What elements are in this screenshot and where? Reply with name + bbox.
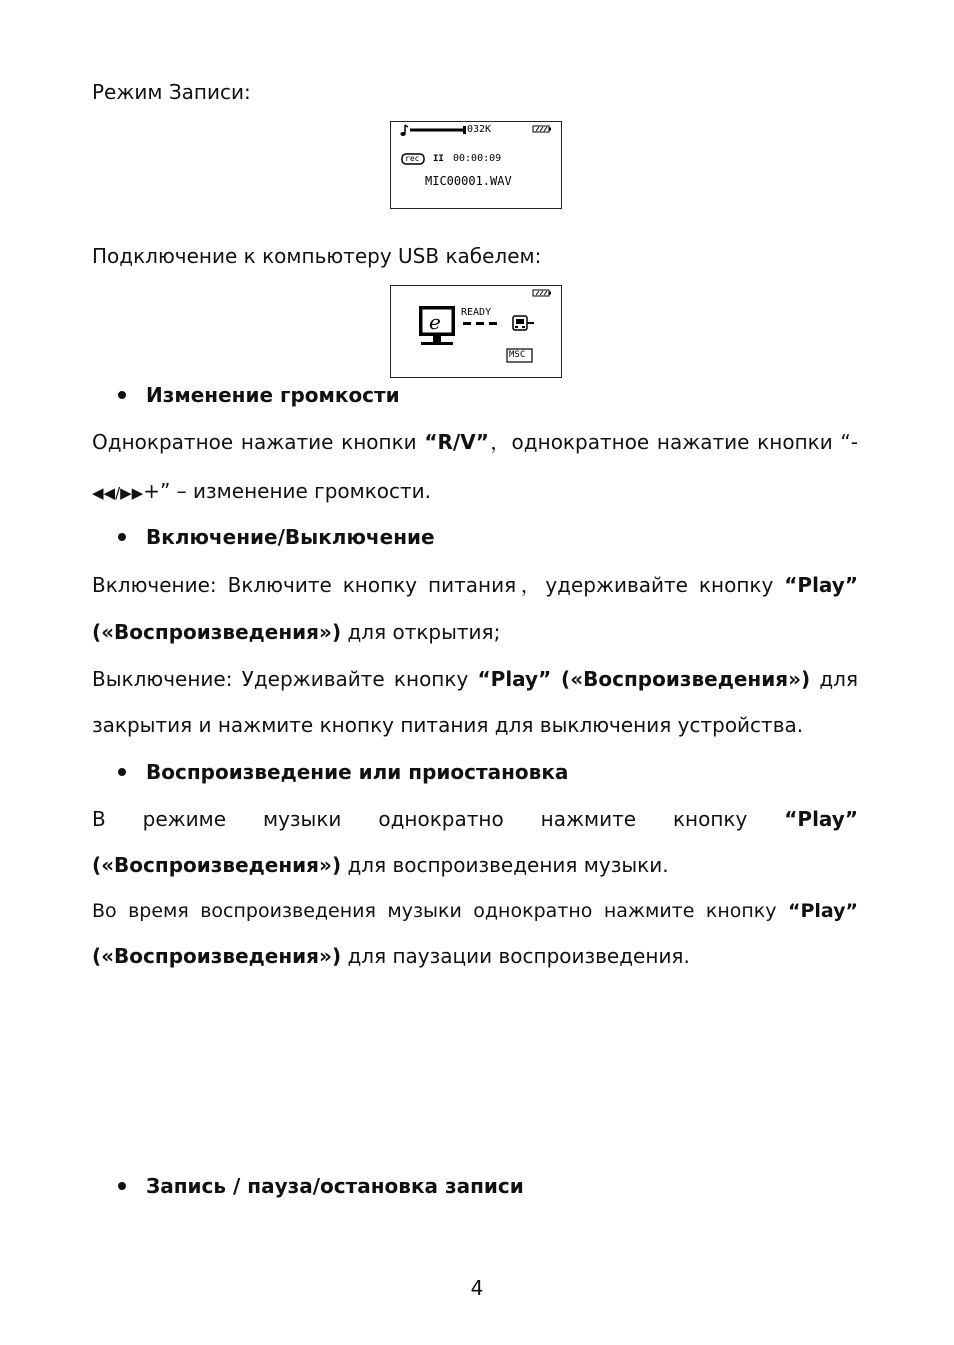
svg-text:e: e	[429, 310, 441, 334]
play-line1	[92, 807, 858, 831]
play-button-label: “Play”	[784, 573, 858, 597]
rec-badge-label: rec	[405, 154, 420, 163]
play-heading	[118, 760, 568, 784]
power-off-line2: закрытия и нажмите кнопку питания для выключения устройства.	[92, 713, 804, 737]
play-text-d: для паузации воспроизведения.	[341, 944, 690, 968]
level-bar-icon	[410, 126, 466, 134]
power-heading-text: Включение/Выключение	[146, 525, 435, 549]
play-button-label-ru: («Воспроизведения»)	[92, 853, 342, 877]
play-button-label: “Play”	[784, 807, 858, 831]
bullet-icon	[118, 533, 126, 541]
play-line2	[92, 853, 669, 877]
record-heading	[118, 1174, 524, 1198]
volume-heading-text: Изменение громкости	[146, 383, 400, 407]
power-on-text: Включение: Включите кнопку питания，удерживайте кнопку	[92, 573, 785, 597]
power-on-line1	[92, 573, 858, 597]
usb-title: Подключение к компьютеру USB кабелем:	[92, 244, 542, 268]
bullet-icon	[118, 391, 126, 399]
play-line3	[92, 899, 858, 923]
play-line4	[92, 944, 690, 968]
power-on-line2	[92, 620, 500, 644]
rewind-forward-icon: ◀◀/▶▶	[92, 484, 144, 502]
rv-button-label: “R/V”	[424, 430, 489, 454]
power-off-line1	[92, 667, 858, 691]
volume-paragraph-line1	[92, 430, 858, 454]
play-button-label: “Play”	[787, 900, 858, 922]
play-text-a: В режиме музыки однократно нажмите кнопку	[92, 807, 785, 831]
record-screen	[390, 121, 562, 209]
play-text-b: для воспроизведения музыки.	[341, 853, 669, 877]
connection-dashes-icon	[463, 322, 497, 325]
volume-text-c: ，однократное нажатие кнопки “-	[488, 430, 859, 454]
record-filename: MIC00001.WAV	[425, 174, 512, 188]
play-heading-text: Воспроизведение или приостановка	[146, 760, 569, 784]
computer-monitor-icon	[419, 306, 455, 345]
record-time: 00:00:09	[453, 153, 502, 164]
battery-icon	[533, 126, 551, 132]
volume-text-a: Однократное нажатие кнопки	[92, 430, 425, 454]
bitrate-label: 032K	[467, 124, 492, 135]
record-heading-text: Запись / пауза/остановка записи	[146, 1174, 524, 1198]
play-button-label: “Play” («Воспроизведения»)	[477, 667, 811, 691]
record-mode-title: Режим Записи:	[92, 80, 251, 104]
usb-screen-graphics	[391, 286, 561, 377]
power-off-text: Выключение: Удерживайте кнопку	[92, 667, 478, 691]
power-on-text-end: для открытия;	[341, 620, 501, 644]
play-text-c: Во время воспроизведения музыки однократно нажмите кнопку	[92, 900, 788, 922]
power-heading	[118, 525, 435, 549]
play-button-label-ru: («Воспроизведения»)	[92, 944, 342, 968]
volume-text-rest: +” – изменение громкости.	[143, 479, 432, 503]
page-number: 4	[470, 1276, 484, 1300]
player-device-icon	[513, 316, 534, 330]
ready-label: READY	[461, 307, 492, 318]
music-note-icon	[400, 125, 408, 136]
volume-heading	[118, 383, 400, 407]
bullet-icon	[118, 1182, 126, 1190]
play-button-label-ru: («Воспроизведения»)	[92, 620, 342, 644]
power-off-text-end: для	[810, 667, 858, 691]
msc-label: MSC	[509, 350, 526, 360]
pause-icon: II	[433, 154, 444, 164]
battery-icon	[533, 290, 551, 296]
volume-paragraph-line2	[92, 479, 431, 505]
bullet-icon	[118, 768, 126, 776]
usb-screen	[390, 285, 562, 378]
